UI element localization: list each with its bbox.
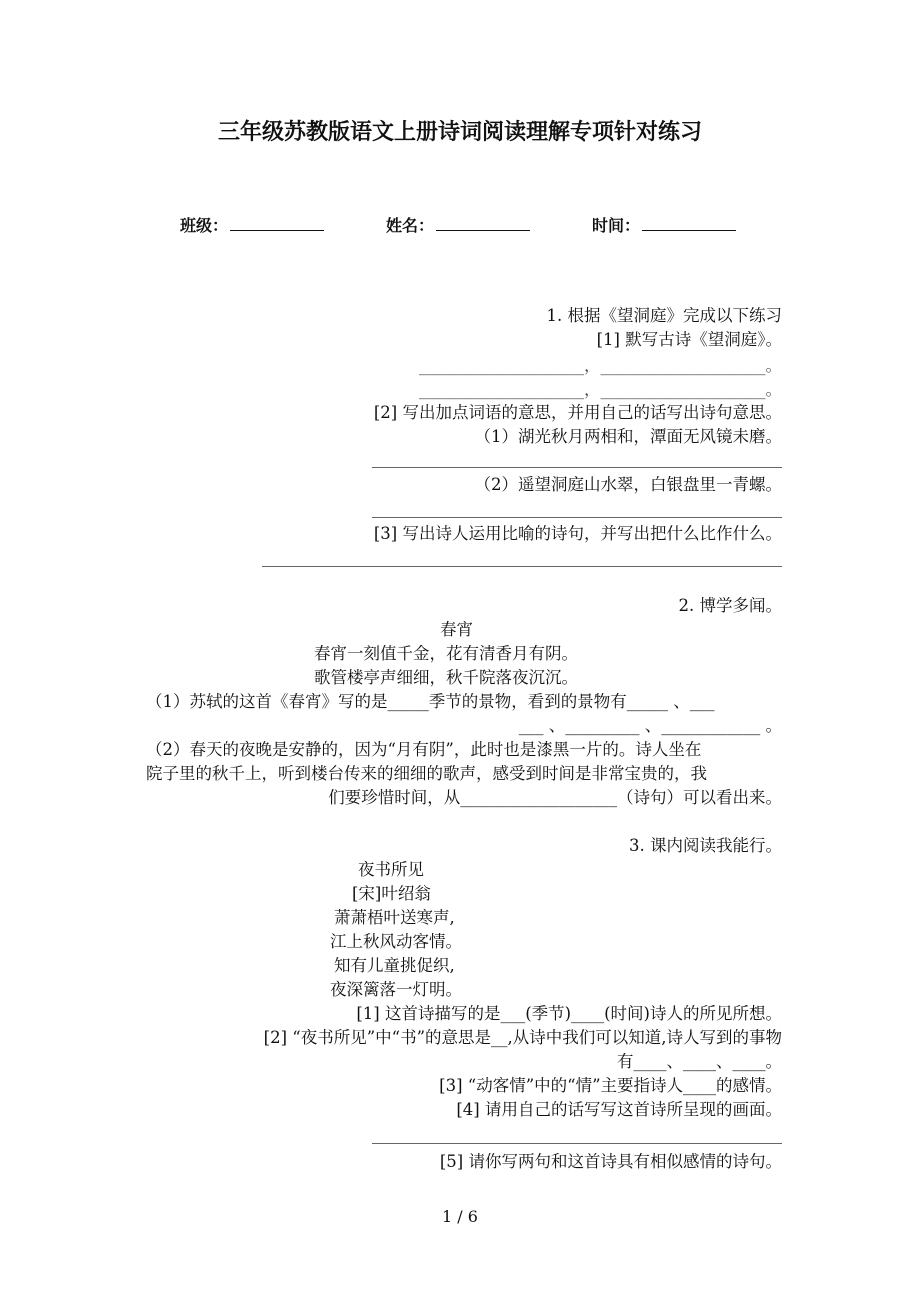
q2-p1-line: ___ 、_________ 、____________ 。: [518, 716, 782, 735]
q2-heading: 2. 博学多闻。: [678, 596, 782, 615]
q1-heading: 1. 根据《望洞庭》完成以下练习: [546, 306, 782, 325]
answer-line[interactable]: [372, 467, 782, 468]
q1-blank-line-1[interactable]: ____________________，____________________。: [419, 356, 782, 375]
q3-s2-cont: 有____、____、____。: [617, 1052, 782, 1071]
q1-sub1: [1] 默写古诗《望洞庭》。: [596, 330, 782, 349]
q3-poem-title: 夜书所见: [358, 860, 424, 879]
q2-p2-line: 们要珍惜时间，从___________________（诗句）可以看出来。: [328, 788, 782, 807]
q3-heading: 3. 课内阅读我能行。: [629, 836, 782, 855]
q2-poem-title: 春宵: [440, 620, 473, 639]
time-label: 时间：: [592, 216, 641, 235]
q3-s1: [1] 这首诗描写的是___(季节)____(时间)诗人的所见所想。: [356, 1004, 782, 1023]
name-label: 姓名：: [386, 216, 435, 235]
q2-poem-line: 春宵一刻值千金，花有清香月有阴。: [314, 644, 578, 663]
q3-poem-line: 知有儿童挑促织,: [334, 956, 455, 975]
class-blank[interactable]: [230, 214, 324, 231]
time-blank[interactable]: [642, 214, 736, 231]
q3-author: [宋]叶绍翁: [352, 884, 431, 903]
q3-s3: [3] “动客情”中的“情”主要指诗人____的感情。: [439, 1076, 782, 1095]
class-field[interactable]: [180, 214, 324, 238]
q3-s5: [5] 请你写两句和这首诗具有相似感情的诗句。: [439, 1152, 782, 1171]
q2-poem-line: 歌管楼亭声细细，秋千院落夜沉沉。: [314, 668, 578, 687]
answer-line[interactable]: [262, 566, 782, 567]
name-field[interactable]: [386, 214, 530, 238]
q3-poem-line: 萧萧梧叶送寒声,: [334, 908, 455, 927]
q1-blank-line-2[interactable]: ____________________，____________________。: [419, 380, 782, 399]
answer-line[interactable]: [372, 1143, 782, 1144]
q1-sub2: [2] 写出加点词语的意思，并用自己的话写出诗句意思。: [373, 403, 782, 422]
q3-poem-line: 江上秋风动客情。: [330, 932, 462, 951]
answer-line[interactable]: [372, 517, 782, 518]
q1-line-b: （2）遥望洞庭山水翠，白银盘里一青螺。: [474, 475, 782, 494]
page-number: 1 / 6: [442, 1207, 478, 1226]
time-field[interactable]: [592, 214, 736, 238]
q2-p1-line: （1）苏轼的这首《春宵》写的是_____季节的景物，看到的景物有_____ 、___: [146, 692, 715, 711]
q2-p2-line: 院子里的秋千上，听到楼台传来的细细的歌声，感受到时间是非常宝贵的，我: [146, 764, 707, 783]
class-label: 班级：: [180, 216, 229, 235]
page-title: 三年级苏教版语文上册诗词阅读理解专项针对练习: [217, 119, 702, 145]
name-blank[interactable]: [436, 214, 530, 231]
q2-p2-line: （2）春天的夜晚是安静的，因为“月有阴”，此时也是漆黑一片的。诗人坐在: [146, 740, 702, 759]
q3-s2: [2] “夜书所见”中“书”的意思是__,从诗中我们可以知道,诗人写到的事物: [263, 1028, 782, 1047]
q3-poem-line: 夜深篱落一灯明。: [330, 980, 462, 999]
q1-sub3: [3] 写出诗人运用比喻的诗句，并写出把什么比作什么。: [373, 524, 782, 543]
q3-s4: [4] 请用自己的话写写这首诗所呈现的画面。: [456, 1100, 782, 1119]
q1-line-a: （1）湖光秋月两相和，潭面无风镜未磨。: [474, 427, 782, 446]
